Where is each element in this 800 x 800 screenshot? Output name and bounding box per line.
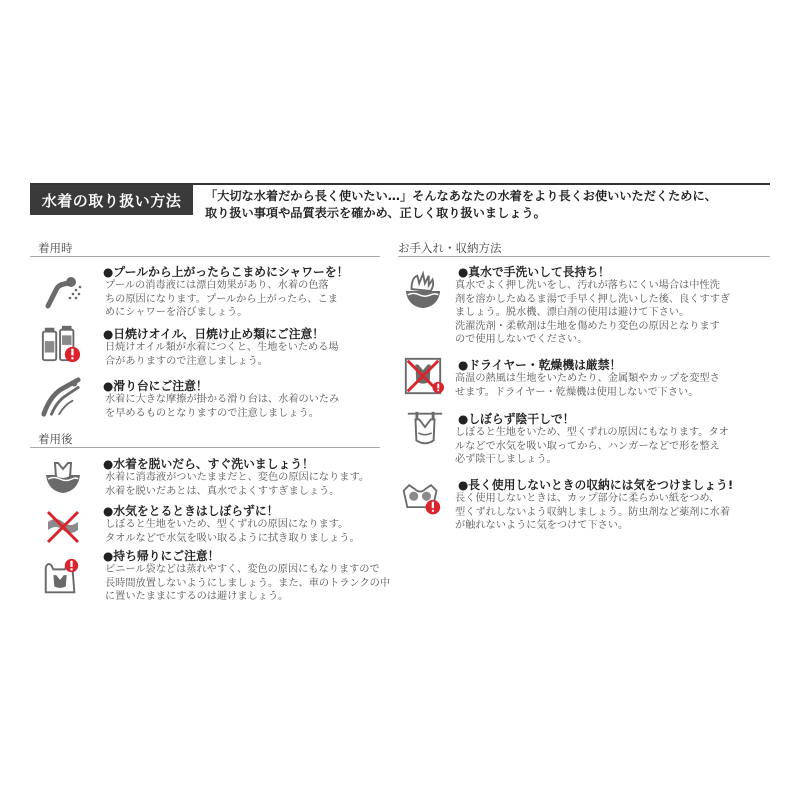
item-line: 水着に大きな摩擦が掛かる滑り台は、水着のいたみ: [105, 394, 340, 405]
item-title-slide: ●滑り台にご注意！: [103, 379, 208, 393]
item-title-shade-dry: ●しぼらず陰干しで！: [458, 412, 575, 426]
item-line: ちの原因になります。プールから上がったら、こま: [105, 293, 338, 305]
item-line: プールの消毒液には漂白効果があり、水着の色落: [105, 280, 329, 291]
item-title-no-dryer: ●ドライヤー・乾燥機は厳禁！: [458, 358, 622, 372]
sunscreen-bottles-icon: [40, 322, 82, 364]
section-label-wearing: 着用時: [38, 241, 73, 255]
item-line: ましょう。脱水機、漂白剤の使用は避けて下さい。: [455, 307, 690, 319]
intro-text: [205, 188, 775, 222]
item-line: 長時間放置しないようにしましょう。また、車のトランクの中: [105, 577, 391, 589]
item-body-shower: [105, 279, 338, 320]
item-body-bag: [105, 563, 390, 604]
item-line: 長く使用しないときは、カップ部分に柔らかい紙をつめ、: [455, 493, 720, 504]
item-title-wash-soon: ●水着を脱いだら、すぐ洗いましょう！: [103, 457, 314, 471]
soak-swimsuit-icon: [42, 455, 84, 497]
item-line: 日焼けオイル類が水着につくと、生地をいためる場: [105, 342, 339, 353]
section-label-care: お手入れ・収納方法: [398, 241, 502, 255]
item-line: めにシャワーを浴びましょう。: [105, 307, 248, 319]
item-line: 高温の熱風は生地をいためたり、金属類やカップを変型さ: [455, 373, 720, 384]
item-line: ので使用しないでください。: [455, 334, 588, 346]
item-title-hand-wash: ●真水で手洗いして長持ち！: [458, 265, 610, 279]
item-title-shower: ●プールから上がったらこまめにシャワーを！: [103, 265, 349, 279]
item-body-storage: [455, 492, 730, 533]
item-line: しぼると生地をいため、型くずれの原因になります。: [105, 519, 349, 530]
item-line: せます。ドライヤー・乾燥機は使用しないで下さい。: [455, 386, 699, 398]
item-body-hand-wash: [455, 279, 730, 347]
item-line: 必ず陰干しましょう。: [455, 454, 557, 466]
section-rule-wearing: [30, 256, 380, 257]
storage-warning-icon: [400, 477, 442, 519]
page-title: 水着の取り扱い方法: [30, 185, 193, 215]
hand-wash-icon: [402, 270, 444, 312]
section-rule-after: [30, 447, 380, 448]
no-wring-icon: [42, 506, 84, 548]
shower-icon: [42, 268, 84, 310]
section-rule-care: [398, 256, 770, 257]
item-line: 合がありますので注意しましょう。: [105, 355, 268, 367]
no-dryer-icon: [402, 355, 444, 397]
item-body-no-dryer: [455, 372, 720, 399]
item-line: を早めるものとなりますので注意しましょう。: [105, 407, 319, 419]
water-slide-icon: [40, 376, 82, 418]
section-label-after: 着用後: [38, 432, 73, 446]
item-line: タオルなどで水気を吸い取るように拭き取りましょう。: [105, 532, 360, 544]
item-body-slide: [105, 393, 339, 420]
item-line: 真水でよく押し洗いをし、汚れが落ちにくい場合は中性洗: [455, 280, 720, 291]
item-title-bag: ●持ち帰りにご注意！: [103, 549, 220, 563]
item-body-sunscreen: [105, 341, 339, 368]
item-body-no-wring: [105, 518, 360, 545]
item-line: に置いたままにするのは避けましょう。: [105, 591, 289, 603]
item-body-shade-dry: [455, 426, 729, 467]
item-line: ビニール袋などは蒸れやすく、変色の原因にもなりますので: [105, 564, 380, 575]
item-line: 剤を溶かしたぬるま湯で手早く押し洗いした後、良くすすぎ: [455, 293, 731, 305]
item-title-storage: ●長く使用しないときの収納には気をつけましょう!: [458, 478, 734, 492]
item-line: しぼると生地をいため、型くずれの原因にもなります。タオ: [455, 427, 729, 438]
intro-line-2: 取り扱い事項や品質表示を確かめ、正しく取り扱いましょう。: [205, 206, 546, 220]
hanging-swimsuit-icon: [404, 408, 446, 450]
intro-line-1: 「大切な水着だから長く使いたい…」そんなあなたの水着をより長くお使いいただくために、: [205, 189, 717, 203]
item-body-wash-soon: [105, 471, 369, 498]
item-line: 洗濯洗剤・柔軟剤は生地を傷めたり変色の原因となります: [455, 320, 720, 332]
plastic-bag-icon: [40, 556, 82, 598]
item-line: が触れないように気をつけて下さい。: [455, 520, 629, 532]
item-title-sunscreen: ●日焼けオイル、日焼け止め類にご注意！: [103, 327, 325, 341]
item-title-no-wring: ●水気をとるときはしぼらずに！: [103, 504, 279, 518]
item-line: ルなどで水気を吸い取ってから、ハンガーなどで形を整え: [455, 440, 720, 452]
item-line: 水着に消毒液がついたままだと、変色の原因になります。: [105, 472, 370, 483]
item-line: 水着を脱いだあとは、真水でよくすすぎましょう。: [105, 485, 340, 497]
item-line: 型くずれしないよう収納しましょう。防虫剤など薬剤に水着: [455, 506, 731, 518]
